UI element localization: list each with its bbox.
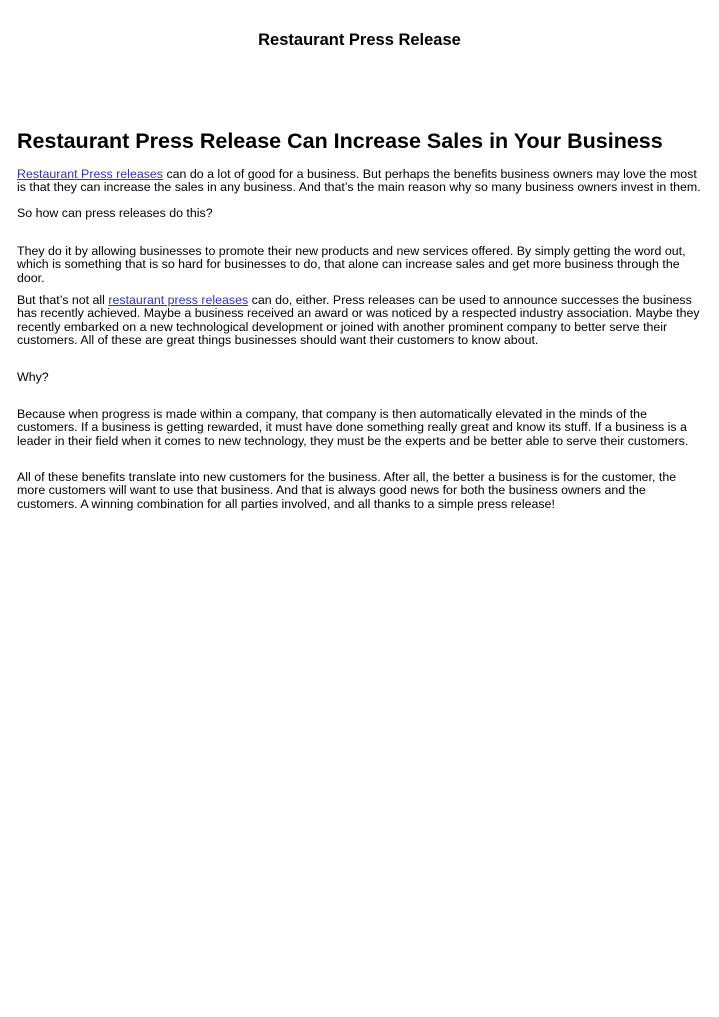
paragraph-intro [17, 168, 705, 195]
paragraph-conclusion: All of these benefits translate into new customers for the business. After all, the better a business is for the customer, the more customers will want to use that business. And that is always good news for both the business owners and the customers. A winning combination for all parties involved, and all thanks to a simple press release! [17, 470, 677, 511]
paragraph-question: So how can press releases do this? [17, 206, 213, 220]
paragraph-successes-after: can do, either. Press releases can be used to announce successes the business has recently achieved. Maybe a business received an award or was noticed by a respected industry association. Maybe they recently embarked on a new technological development or joined with another prominent company to better serve their customers. All of these are great things businesses should want their customers to know about. [17, 293, 700, 348]
paragraph-why: Why? [17, 370, 49, 384]
page-header: Restaurant Press Release [258, 31, 461, 49]
restaurant-press-releases-inline-link[interactable]: restaurant press releases [108, 293, 249, 307]
paragraph-progress: Because when progress is made within a company, that company is then automatically elevated in the minds of the customers. If a business is getting rewarded, it must have done something really great and know its stuff. If a business is a leader in their field when it comes to new technology, they must be the experts and be better able to serve their customers. [17, 407, 689, 448]
paragraph-successes-before: But that’s not all [17, 293, 109, 307]
paragraph-intro-text: can do a lot of good for a business. But perhaps the benefits business owners may love the most is that they can increase the sales in any business. And that’s the main reason why so many business owners invest in them. [17, 167, 701, 195]
paragraph-promote: They do it by allowing businesses to promote their new products and new services offered. By simply getting the word out, which is something that is so hard for businesses to do, that alone can increase sales and get more business through the door. [17, 244, 686, 285]
restaurant-press-releases-link[interactable]: Restaurant Press releases [17, 167, 164, 181]
article-title: Restaurant Press Release Can Increase Sales in Your Business [17, 129, 663, 153]
paragraph-successes [17, 294, 705, 348]
